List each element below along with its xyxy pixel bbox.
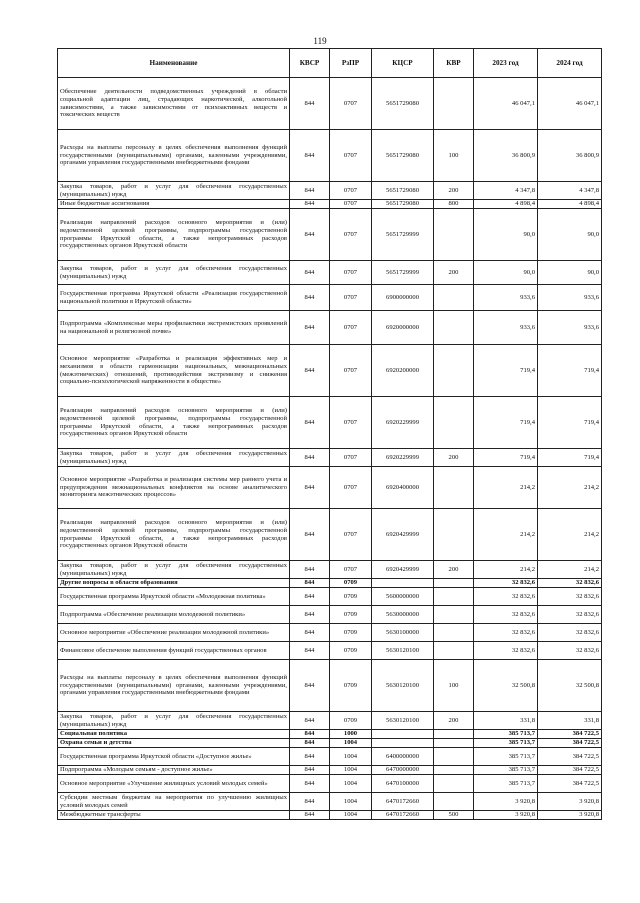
cell-kcsr: 5600000000 bbox=[372, 588, 434, 606]
cell-kvsr: 844 bbox=[290, 766, 330, 775]
cell-2024: 4 347,8 bbox=[538, 182, 602, 200]
cell-rzpr: 0707 bbox=[330, 78, 372, 130]
cell-2024: 3 920,8 bbox=[538, 793, 602, 811]
cell-rzpr: 1004 bbox=[330, 739, 372, 748]
cell-name: Охрана семьи и детства bbox=[58, 739, 290, 748]
table-row bbox=[58, 209, 602, 261]
cell-2024: 4 898,4 bbox=[538, 200, 602, 209]
cell-2024: 32 832,6 bbox=[538, 624, 602, 642]
cell-kvsr: 844 bbox=[290, 130, 330, 182]
cell-rzpr: 0707 bbox=[330, 209, 372, 261]
cell-2023: 385 713,7 bbox=[474, 739, 538, 748]
cell-kvsr: 844 bbox=[290, 730, 330, 739]
cell-2023: 214,2 bbox=[474, 561, 538, 579]
cell-kcsr: 5630100000 bbox=[372, 624, 434, 642]
cell-2023: 90,0 bbox=[474, 209, 538, 261]
cell-name: Основное мероприятие «Разработка и реализация системы мер раннего учета и предупреждения межнациональных конфликтов на основе аналитического мониторинга межэтнических процессов» bbox=[58, 467, 290, 509]
budget-table bbox=[57, 48, 602, 820]
cell-kcsr: 6920429999 bbox=[372, 509, 434, 561]
cell-2023: 32 832,6 bbox=[474, 624, 538, 642]
cell-2023: 719,4 bbox=[474, 449, 538, 467]
cell-kcsr: 5651729080 bbox=[372, 182, 434, 200]
cell-name: Подпрограмма «Молодым семьям - доступное жилье» bbox=[58, 766, 290, 775]
cell-2023: 933,6 bbox=[474, 311, 538, 345]
cell-kvr bbox=[434, 285, 474, 311]
cell-rzpr: 1004 bbox=[330, 811, 372, 820]
table-row bbox=[58, 579, 602, 588]
cell-2023: 32 832,6 bbox=[474, 606, 538, 624]
cell-kcsr: 5630000000 bbox=[372, 606, 434, 624]
cell-kvr bbox=[434, 397, 474, 449]
cell-2023: 3 920,8 bbox=[474, 811, 538, 820]
table-row bbox=[58, 588, 602, 606]
cell-rzpr: 0707 bbox=[330, 285, 372, 311]
cell-kvr bbox=[434, 588, 474, 606]
cell-name: Расходы на выплаты персоналу в целях обеспечения выполнения функций государственными (муниципальными) органами, казенными учреждениями, органами управления государственными внебюджетными фондами bbox=[58, 660, 290, 712]
header-rzpr: РзПР bbox=[330, 49, 372, 78]
cell-kvsr: 844 bbox=[290, 78, 330, 130]
table-row bbox=[58, 261, 602, 285]
cell-kcsr: 6900000000 bbox=[372, 285, 434, 311]
cell-kvsr: 844 bbox=[290, 209, 330, 261]
cell-kvsr: 844 bbox=[290, 449, 330, 467]
cell-2024: 90,0 bbox=[538, 209, 602, 261]
cell-kcsr: 5630120100 bbox=[372, 660, 434, 712]
cell-name: Иные бюджетные ассигнования bbox=[58, 200, 290, 209]
header-2024: 2024 год bbox=[538, 49, 602, 78]
cell-kvsr: 844 bbox=[290, 793, 330, 811]
cell-2023: 385 713,7 bbox=[474, 748, 538, 766]
cell-2023: 214,2 bbox=[474, 509, 538, 561]
cell-2024: 214,2 bbox=[538, 467, 602, 509]
cell-name: Реализация направлений расходов основного мероприятия и (или) ведомственной целевой программы, подпрограммы государственной программы Иркутской области, а также непрограммных расходов государственных органов Иркутской области bbox=[58, 397, 290, 449]
cell-kvsr: 844 bbox=[290, 624, 330, 642]
cell-2023: 719,4 bbox=[474, 345, 538, 397]
table-row bbox=[58, 467, 602, 509]
table-row bbox=[58, 130, 602, 182]
cell-kvr bbox=[434, 766, 474, 775]
cell-kvr bbox=[434, 509, 474, 561]
cell-kvsr: 844 bbox=[290, 261, 330, 285]
header-name: Наименование bbox=[58, 49, 290, 78]
table-row bbox=[58, 642, 602, 660]
cell-rzpr: 0709 bbox=[330, 588, 372, 606]
cell-rzpr: 0709 bbox=[330, 642, 372, 660]
cell-2023: 331,8 bbox=[474, 712, 538, 730]
cell-kvsr: 844 bbox=[290, 588, 330, 606]
cell-name: Другие вопросы в области образования bbox=[58, 579, 290, 588]
cell-kvsr: 844 bbox=[290, 200, 330, 209]
cell-kcsr: 6920229999 bbox=[372, 397, 434, 449]
cell-name: Закупка товаров, работ и услуг для обеспечения государственных (муниципальных) нужд bbox=[58, 449, 290, 467]
cell-kcsr: 6920200000 bbox=[372, 345, 434, 397]
cell-kvsr: 844 bbox=[290, 748, 330, 766]
cell-2024: 32 832,6 bbox=[538, 579, 602, 588]
cell-name: Расходы на выплаты персоналу в целях обеспечения выполнения функций государственными (муниципальными) органами, казенными учреждениями, органами управления государственными внебюджетными фондами bbox=[58, 130, 290, 182]
table-row bbox=[58, 397, 602, 449]
cell-name: Закупка товаров, работ и услуг для обеспечения государственных (муниципальных) нужд bbox=[58, 561, 290, 579]
cell-kcsr: 6470100000 bbox=[372, 775, 434, 793]
cell-kvr: 100 bbox=[434, 130, 474, 182]
table-row bbox=[58, 775, 602, 793]
cell-rzpr: 0707 bbox=[330, 449, 372, 467]
cell-rzpr: 1004 bbox=[330, 793, 372, 811]
table-row bbox=[58, 182, 602, 200]
table-row bbox=[58, 449, 602, 467]
table-row bbox=[58, 624, 602, 642]
cell-kcsr: 6920400000 bbox=[372, 467, 434, 509]
cell-2023: 3 920,8 bbox=[474, 793, 538, 811]
cell-kvr: 800 bbox=[434, 200, 474, 209]
cell-2023: 385 713,7 bbox=[474, 730, 538, 739]
cell-name: Основное мероприятие «Улучшение жилищных условий молодых семей» bbox=[58, 775, 290, 793]
cell-kvr: 200 bbox=[434, 182, 474, 200]
cell-2023: 719,4 bbox=[474, 397, 538, 449]
cell-2024: 384 722,5 bbox=[538, 748, 602, 766]
cell-kvsr: 844 bbox=[290, 606, 330, 624]
cell-kvsr: 844 bbox=[290, 811, 330, 820]
cell-2024: 933,6 bbox=[538, 311, 602, 345]
header-kvr: КВР bbox=[434, 49, 474, 78]
cell-2024: 719,4 bbox=[538, 397, 602, 449]
cell-name: Подпрограмма «Обеспечение реализации молодежной политики» bbox=[58, 606, 290, 624]
header-2023: 2023 год bbox=[474, 49, 538, 78]
table-row bbox=[58, 660, 602, 712]
cell-kvsr: 844 bbox=[290, 311, 330, 345]
cell-name: Государственная программа Иркутской области «Доступное жилье» bbox=[58, 748, 290, 766]
cell-kvr: 200 bbox=[434, 449, 474, 467]
cell-name: Государственная программа Иркутской области «Молодежная политика» bbox=[58, 588, 290, 606]
cell-kvsr: 844 bbox=[290, 509, 330, 561]
cell-2024: 933,6 bbox=[538, 285, 602, 311]
cell-2024: 32 500,8 bbox=[538, 660, 602, 712]
cell-rzpr: 0707 bbox=[330, 311, 372, 345]
cell-2024: 719,4 bbox=[538, 345, 602, 397]
cell-kvsr: 844 bbox=[290, 397, 330, 449]
cell-kvsr: 844 bbox=[290, 775, 330, 793]
cell-kvsr: 844 bbox=[290, 561, 330, 579]
cell-rzpr: 1004 bbox=[330, 775, 372, 793]
cell-2024: 3 920,8 bbox=[538, 811, 602, 820]
cell-kvr bbox=[434, 606, 474, 624]
cell-rzpr: 0709 bbox=[330, 660, 372, 712]
cell-2023: 32 832,6 bbox=[474, 642, 538, 660]
cell-2024: 214,2 bbox=[538, 561, 602, 579]
cell-name: Подпрограмма «Комплексные меры профилактики экстремистских проявлений на национальной и религиозной почве» bbox=[58, 311, 290, 345]
cell-kvr bbox=[434, 311, 474, 345]
cell-kcsr: 5630120100 bbox=[372, 712, 434, 730]
cell-2023: 32 832,6 bbox=[474, 588, 538, 606]
cell-rzpr: 1004 bbox=[330, 748, 372, 766]
cell-name: Социальная политика bbox=[58, 730, 290, 739]
cell-kcsr: 6470000000 bbox=[372, 766, 434, 775]
table-row bbox=[58, 730, 602, 739]
cell-kvr bbox=[434, 209, 474, 261]
cell-2023: 214,2 bbox=[474, 467, 538, 509]
cell-rzpr: 0709 bbox=[330, 606, 372, 624]
cell-kvsr: 844 bbox=[290, 345, 330, 397]
cell-rzpr: 0707 bbox=[330, 467, 372, 509]
table-row bbox=[58, 311, 602, 345]
cell-2023: 4 898,4 bbox=[474, 200, 538, 209]
cell-rzpr: 1000 bbox=[330, 730, 372, 739]
cell-rzpr: 0709 bbox=[330, 624, 372, 642]
table-row bbox=[58, 748, 602, 766]
cell-kvr bbox=[434, 748, 474, 766]
table-row bbox=[58, 606, 602, 624]
cell-kvsr: 844 bbox=[290, 579, 330, 588]
page-number: 119 bbox=[313, 36, 327, 46]
cell-kvr: 200 bbox=[434, 712, 474, 730]
cell-name: Основное мероприятие «Обеспечение реализации молодежной политики» bbox=[58, 624, 290, 642]
cell-2024: 331,8 bbox=[538, 712, 602, 730]
cell-rzpr: 0707 bbox=[330, 261, 372, 285]
table-row bbox=[58, 712, 602, 730]
cell-kcsr: 6920229999 bbox=[372, 449, 434, 467]
table-row bbox=[58, 509, 602, 561]
cell-kcsr bbox=[372, 579, 434, 588]
table-header-row bbox=[58, 49, 602, 78]
cell-kvr bbox=[434, 579, 474, 588]
cell-kcsr: 6920429999 bbox=[372, 561, 434, 579]
cell-rzpr: 0707 bbox=[330, 561, 372, 579]
cell-kcsr: 6470172660 bbox=[372, 793, 434, 811]
cell-2024: 32 832,6 bbox=[538, 642, 602, 660]
cell-kcsr: 5651729080 bbox=[372, 130, 434, 182]
cell-2024: 90,0 bbox=[538, 261, 602, 285]
cell-2023: 90,0 bbox=[474, 261, 538, 285]
cell-kvr bbox=[434, 624, 474, 642]
cell-name: Закупка товаров, работ и услуг для обеспечения государственных (муниципальных) нужд bbox=[58, 261, 290, 285]
cell-rzpr: 0707 bbox=[330, 130, 372, 182]
cell-kcsr bbox=[372, 739, 434, 748]
cell-rzpr: 0709 bbox=[330, 579, 372, 588]
cell-kvr: 500 bbox=[434, 811, 474, 820]
cell-2023: 933,6 bbox=[474, 285, 538, 311]
cell-2023: 4 347,8 bbox=[474, 182, 538, 200]
header-kvsr: КВСР bbox=[290, 49, 330, 78]
cell-2024: 384 722,5 bbox=[538, 739, 602, 748]
header-kcsr: КЦСР bbox=[372, 49, 434, 78]
cell-kvsr: 844 bbox=[290, 660, 330, 712]
cell-2024: 32 832,6 bbox=[538, 588, 602, 606]
cell-2024: 384 722,5 bbox=[538, 775, 602, 793]
cell-rzpr: 1004 bbox=[330, 766, 372, 775]
table-row bbox=[58, 345, 602, 397]
cell-name: Обеспечение деятельности подведомственных учреждений в области социальной адаптации лиц, страдающих наркотической, алкогольной зависимостями, а также зависимостями от психоактивных веществ и токсических веществ bbox=[58, 78, 290, 130]
table-row bbox=[58, 200, 602, 209]
cell-2024: 32 832,6 bbox=[538, 606, 602, 624]
cell-kvr: 200 bbox=[434, 261, 474, 285]
cell-kcsr bbox=[372, 730, 434, 739]
table-row bbox=[58, 739, 602, 748]
cell-name: Закупка товаров, работ и услуг для обеспечения государственных (муниципальных) нужд bbox=[58, 712, 290, 730]
table-row bbox=[58, 793, 602, 811]
cell-kcsr: 5651729080 bbox=[372, 200, 434, 209]
cell-2024: 36 800,9 bbox=[538, 130, 602, 182]
cell-kvsr: 844 bbox=[290, 712, 330, 730]
cell-name: Межбюджетные трансферты bbox=[58, 811, 290, 820]
cell-kvr bbox=[434, 467, 474, 509]
table-row bbox=[58, 78, 602, 130]
cell-kvsr: 844 bbox=[290, 182, 330, 200]
cell-kvr bbox=[434, 345, 474, 397]
cell-rzpr: 0707 bbox=[330, 345, 372, 397]
cell-kvr bbox=[434, 730, 474, 739]
cell-2023: 385 713,7 bbox=[474, 775, 538, 793]
cell-2023: 46 047,1 bbox=[474, 78, 538, 130]
cell-2023: 32 832,6 bbox=[474, 579, 538, 588]
table-row bbox=[58, 285, 602, 311]
cell-name: Реализация направлений расходов основного мероприятия и (или) ведомственной целевой программы, подпрограммы государственной программы Иркутской области, а также непрограммных расходов государственных органов Иркутской области bbox=[58, 209, 290, 261]
cell-kcsr: 5651729999 bbox=[372, 209, 434, 261]
cell-kvsr: 844 bbox=[290, 642, 330, 660]
cell-rzpr: 0707 bbox=[330, 200, 372, 209]
cell-kvr bbox=[434, 793, 474, 811]
cell-name: Субсидии местным бюджетам на мероприятия по улучшению жилищных условий молодых семей bbox=[58, 793, 290, 811]
cell-name: Реализация направлений расходов основного мероприятия и (или) ведомственной целевой программы, подпрограммы государственной программы Иркутской области, а также непрограммных расходов государственных органов Иркутской области bbox=[58, 509, 290, 561]
cell-rzpr: 0709 bbox=[330, 712, 372, 730]
cell-2024: 384 722,5 bbox=[538, 730, 602, 739]
cell-kvr: 100 bbox=[434, 660, 474, 712]
cell-name: Государственная программа Иркутской области «Реализация государственной национальной политики в Иркутской области» bbox=[58, 285, 290, 311]
cell-kcsr: 6470172660 bbox=[372, 811, 434, 820]
cell-kvsr: 844 bbox=[290, 285, 330, 311]
cell-rzpr: 0707 bbox=[330, 509, 372, 561]
cell-kvr bbox=[434, 78, 474, 130]
cell-2023: 36 800,9 bbox=[474, 130, 538, 182]
cell-kcsr: 5630120100 bbox=[372, 642, 434, 660]
cell-kvr: 200 bbox=[434, 561, 474, 579]
table-row bbox=[58, 561, 602, 579]
cell-2024: 719,4 bbox=[538, 449, 602, 467]
cell-kcsr: 6400000000 bbox=[372, 748, 434, 766]
cell-rzpr: 0707 bbox=[330, 182, 372, 200]
cell-kvr bbox=[434, 739, 474, 748]
cell-kvsr: 844 bbox=[290, 739, 330, 748]
cell-kcsr: 5651729999 bbox=[372, 261, 434, 285]
cell-name: Основное мероприятие «Разработка и реализация эффективных мер и механизмов в области гармонизации национальных, межнациональных (межэтнических) отношений, противодействия экстремизму и снижения социально-психологической напряженности в обществе» bbox=[58, 345, 290, 397]
cell-kcsr: 5651729080 bbox=[372, 78, 434, 130]
cell-name: Финансовое обеспечение выполнения функций государственных органов bbox=[58, 642, 290, 660]
cell-2024: 384 722,5 bbox=[538, 766, 602, 775]
cell-kcsr: 6920000000 bbox=[372, 311, 434, 345]
cell-2024: 46 047,1 bbox=[538, 78, 602, 130]
cell-2023: 385 713,7 bbox=[474, 766, 538, 775]
table-row bbox=[58, 811, 602, 820]
cell-name: Закупка товаров, работ и услуг для обеспечения государственных (муниципальных) нужд bbox=[58, 182, 290, 200]
cell-kvsr: 844 bbox=[290, 467, 330, 509]
cell-kvr bbox=[434, 642, 474, 660]
cell-rzpr: 0707 bbox=[330, 397, 372, 449]
cell-2023: 32 500,8 bbox=[474, 660, 538, 712]
cell-kvr bbox=[434, 775, 474, 793]
cell-2024: 214,2 bbox=[538, 509, 602, 561]
table-row bbox=[58, 766, 602, 775]
